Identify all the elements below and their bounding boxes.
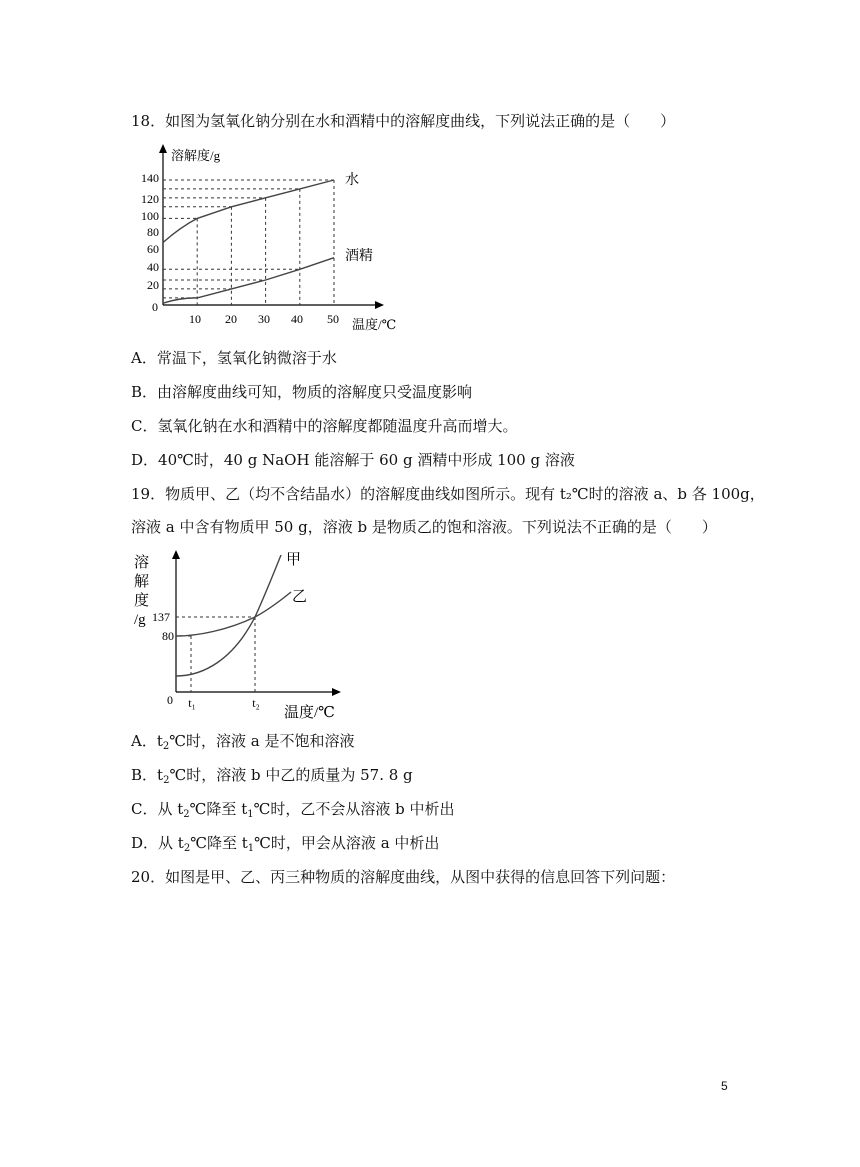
q19-y-tick-80: 80 [162, 629, 174, 643]
q18-option-c: C．氢氧化钠在水和酒精中的溶解度都随温度升高而增大。 [131, 417, 518, 435]
q19-series-jia-label: 甲 [286, 552, 302, 568]
q18-option-a: A．常温下，氢氧化钠微溶于水 [131, 349, 337, 367]
q19-stem-line-2: 溶液 a 中含有物质甲 50 g，溶液 b 是物质乙的饱和溶液。下列说法不正确的是（ ） [131, 518, 717, 536]
q18-y-tick-100: 100 [141, 209, 159, 223]
q19-y-axis-label-char-3: 度 [134, 593, 150, 609]
q19-option-a: A．$t_2℃$时，溶液 a 是不饱和溶液 [131, 732, 355, 752]
q19-y-axis-label-char-2: 解 [134, 574, 150, 590]
q19-y-arrow [172, 550, 180, 559]
q18-x-tick-10: 10 [189, 312, 201, 326]
q18-x-tick-30: 30 [258, 312, 270, 326]
q19-origin-label: 0 [167, 693, 173, 707]
q18-stem: 18．如图为氢氧化钠分别在水和酒精中的溶解度曲线，下列说法正确的是（ ） [131, 112, 676, 130]
q19-y-tick-137: 137 [152, 610, 170, 624]
q19-option-d: D．从 $t_2℃$降至 $t_1℃$时，甲会从溶液 a 中析出 [131, 834, 440, 854]
q19-series-yi-line [176, 592, 291, 636]
q19-series-jia-line [176, 555, 281, 676]
q18-option-d: D．40℃时，40 g NaOH 能溶解于 60 g 酒精中形成 100 g 溶液 [131, 451, 575, 469]
q18-series-water-label: 水 [345, 173, 359, 188]
q19-series-yi-label: 乙 [292, 589, 308, 605]
q19-axes [172, 550, 341, 696]
q19-y-axis-label-char-4: /g [134, 612, 146, 628]
q18-axes [159, 144, 384, 309]
q18-y-arrow [159, 144, 167, 153]
q19-x-axis-label: 温度/℃ [284, 705, 335, 721]
q18-series-alcohol-label: 酒精 [345, 249, 373, 264]
q18-y-tick-20: 20 [147, 278, 159, 292]
q18-x-tick-40: 40 [291, 312, 303, 326]
q18-guide-lines [163, 180, 334, 305]
q18-y-tick-60: 60 [147, 242, 159, 256]
q18-y-tick-140: 140 [141, 171, 159, 185]
q18-y-axis-label: 溶解度/g [171, 148, 221, 163]
q18-x-arrow [375, 301, 384, 309]
q19-option-b: B．$t_2℃$时，溶液 b 中乙的质量为 57. 8 g [131, 766, 413, 786]
chart-q18-naoh-solubility [140, 140, 420, 340]
q19-guide-lines [176, 617, 255, 692]
q18-y-tick-120: 120 [141, 192, 159, 206]
q19-x-tick-t1: t₁ [188, 696, 196, 710]
q19-y-axis-label-char-1: 溶 [134, 555, 150, 571]
chart-q19-solubility [128, 545, 368, 725]
q19-x-tick-t2: t₂ [252, 696, 260, 710]
page-number: 5 [721, 1079, 728, 1093]
q18-y-tick-40: 40 [147, 260, 159, 274]
q18-x-axis-label: 温度/℃ [352, 317, 397, 332]
q18-x-tick-50: 50 [327, 312, 339, 326]
q19-stem-line-1: 19．物质甲、乙（均不含结晶水）的溶解度曲线如图所示。现有 t₂℃时的溶液 a、b 各 100g， [131, 485, 765, 503]
q19-x-arrow [332, 688, 341, 696]
q18-option-b: B．由溶解度曲线可知，物质的溶解度只受温度影响 [131, 383, 473, 401]
q18-x-tick-20: 20 [225, 312, 237, 326]
q18-y-tick-80: 80 [147, 225, 159, 239]
q18-origin-label: 0 [152, 300, 158, 314]
q19-option-c: C．从 $t_2℃$降至 $t_1℃$时，乙不会从溶液 b 中析出 [131, 800, 455, 820]
q20-stem: 20．如图是甲、乙、丙三种物质的溶解度曲线，从图中获得的信息回答下列问题： [131, 868, 676, 886]
